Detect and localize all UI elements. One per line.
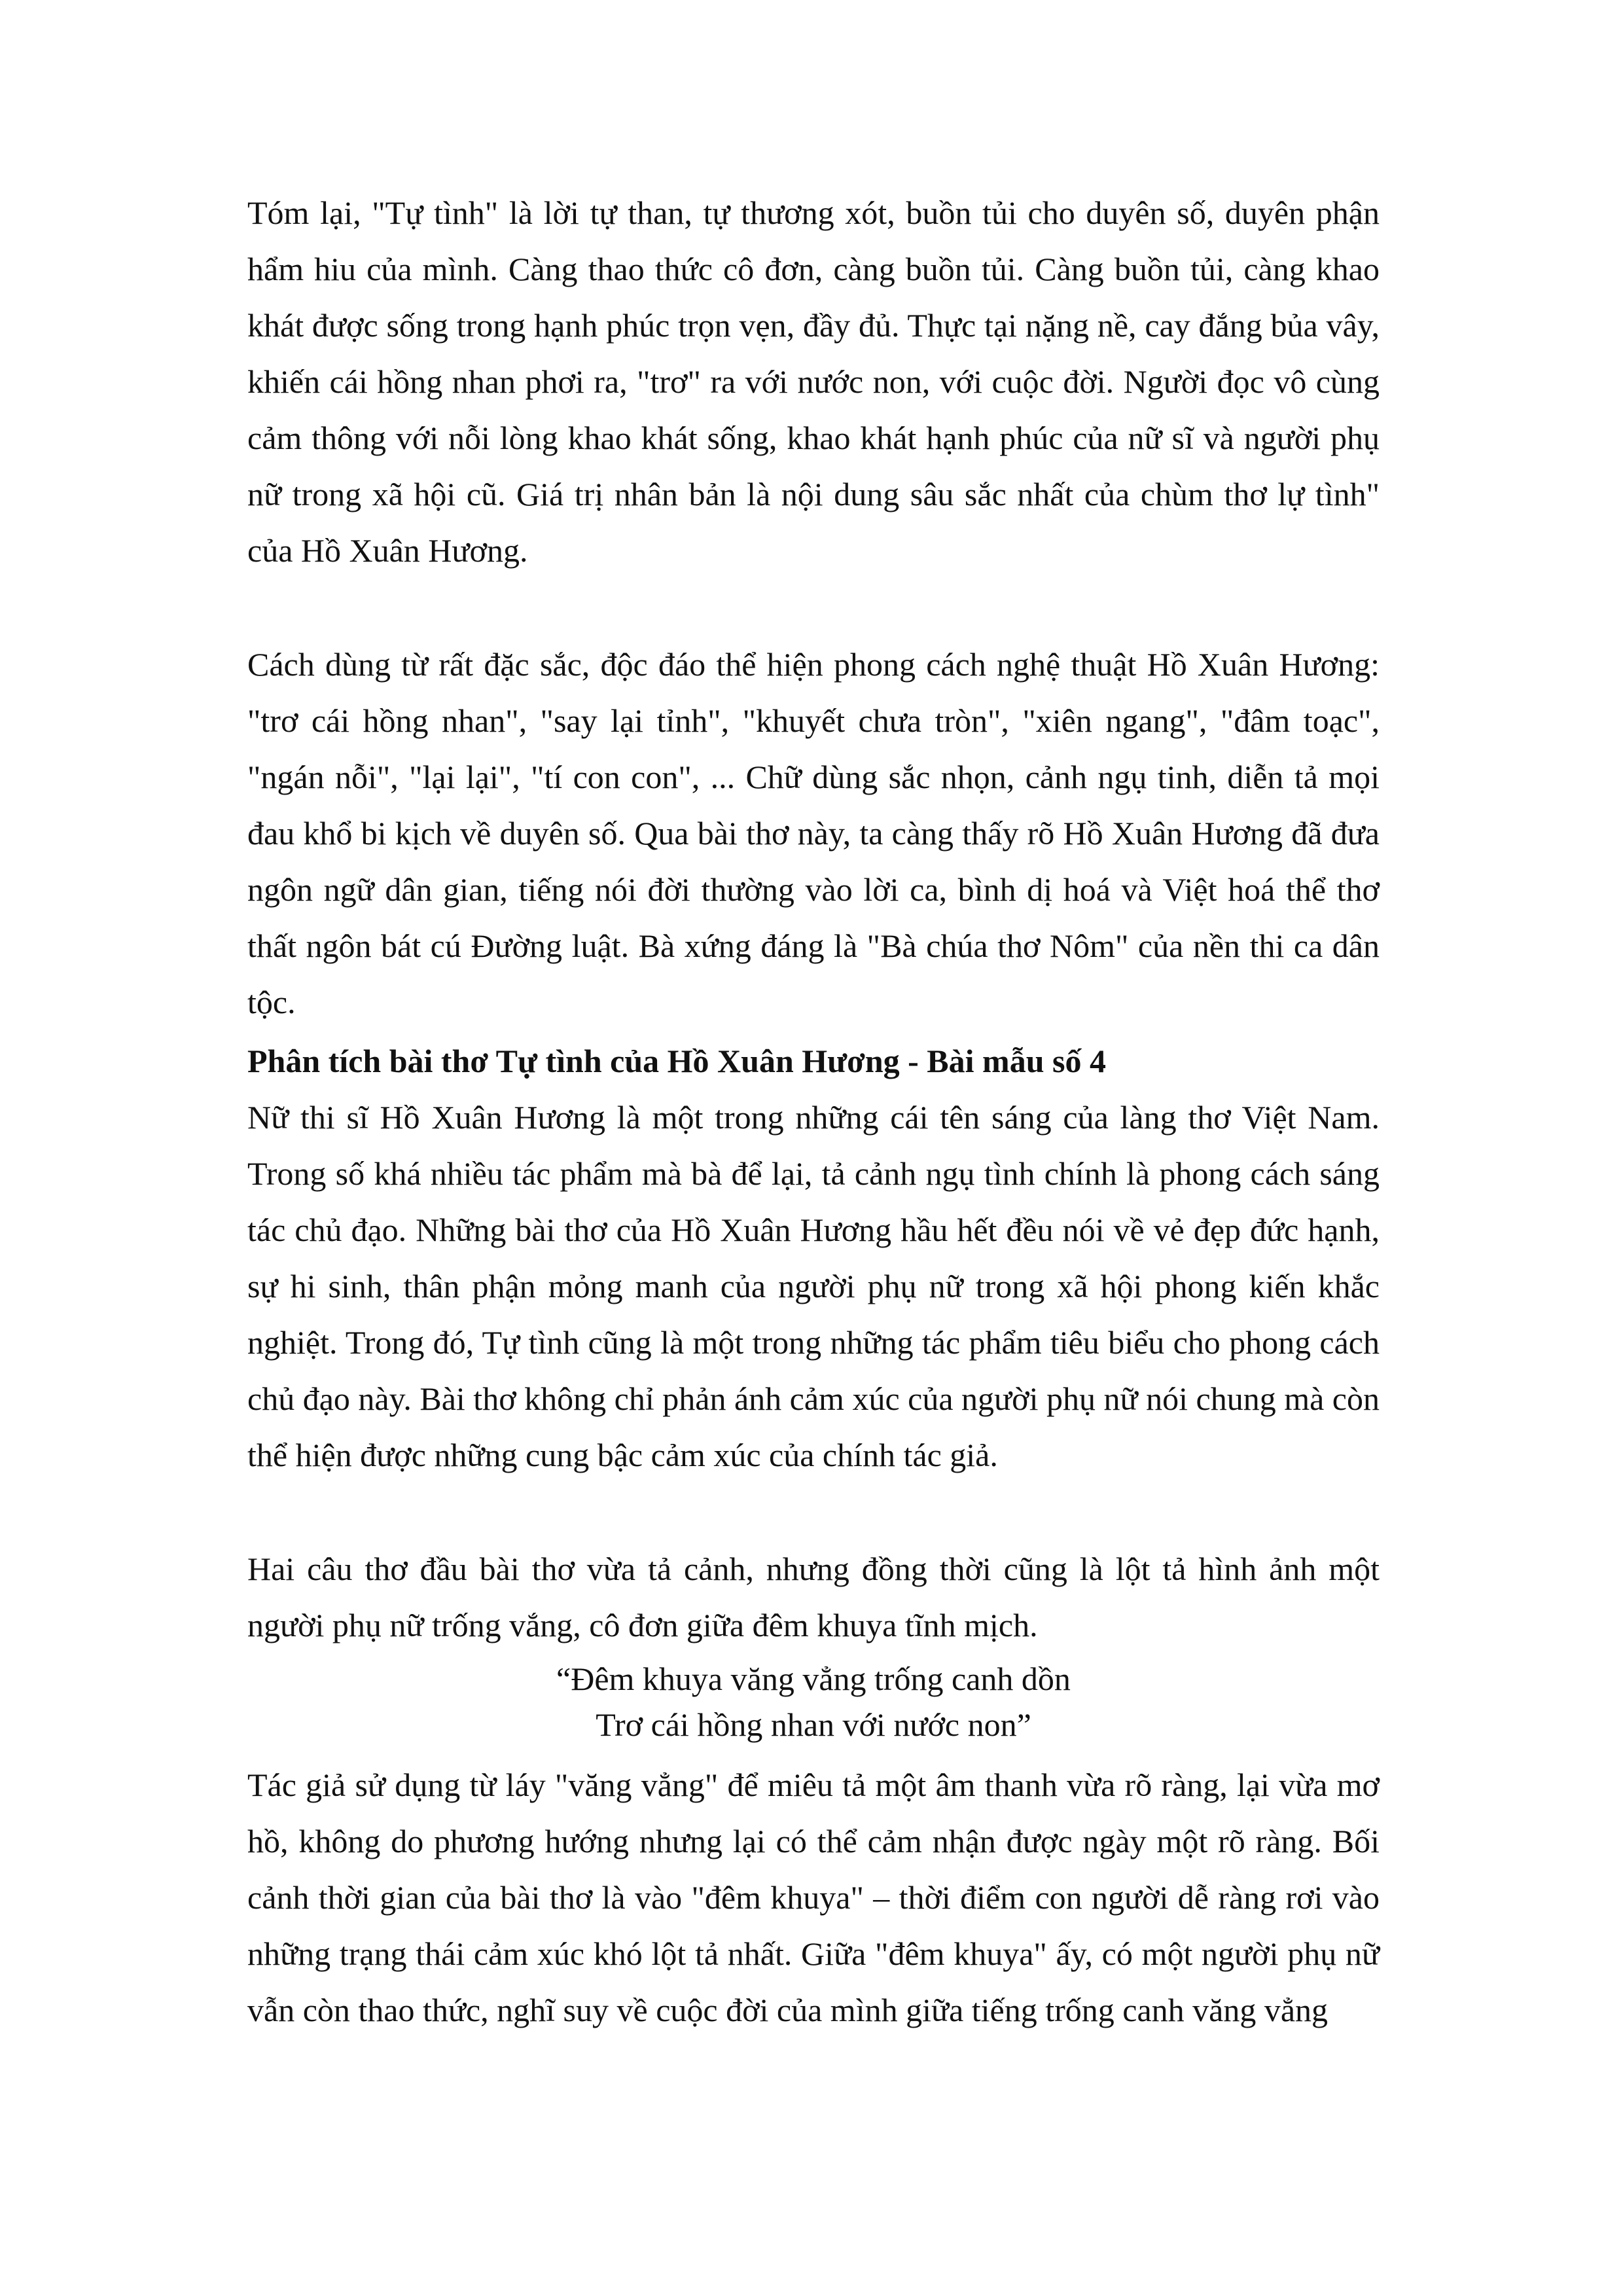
- paragraph-summary: Tóm lại, "Tự tình" là lời tự than, tự thương xót, buồn tủi cho duyên số, duyên phận hẩm hiu của mình. Càng thao thức cô đơn, càng buồn tủi. Càng buồn tủi, càng khao khát được sống trong hạnh phúc trọn vẹn, đầy đủ. Thực tại nặng nề, cay đắng bủa vây, khiến cái hồng nhan phơi ra, "trơ" ra với nước non, với cuộc đời. Người đọc vô cùng cảm thông với nỗi lòng khao khát sống, khao khát hạnh phúc của nữ sĩ và người phụ nữ trong xã hội cũ. Giá trị nhân bản là nội dung sâu sắc nhất của chùm thơ lự tình" của Hồ Xuân Hương.: [247, 194, 1380, 569]
- poem-line-1: “Đêm khuya văng vẳng trống canh dồn: [556, 1660, 1071, 1697]
- paragraph-analysis: Tác giả sử dụng từ láy "văng vẳng" để miêu tả một âm thanh vừa rõ ràng, lại vừa mơ hồ, không do phương hướng nhưng lại có thể cảm nhận được ngày một rõ ràng. Bối cảnh thời gian của bài thơ là vào "đêm khuya" – thời điểm con người dễ ràng rơi vào những trạng thái cảm xúc khó lột tả nhất. Giữa "đêm khuya" ấy, có một người phụ nữ vẫn còn thao thức, nghĩ suy về cuộc đời của mình giữa tiếng trống canh văng vẳng: [247, 1767, 1380, 2028]
- section-heading: Phân tích bài thơ Tự tình của Hồ Xuân Hương - Bài mẫu số 4: [247, 1043, 1106, 1079]
- paragraph-first-couplet: Hai câu thơ đầu bài thơ vừa tả cảnh, nhưng đồng thời cũng là lột tả hình ảnh một người phụ nữ trống vắng, cô đơn giữa đêm khuya tĩnh mịch.: [247, 1551, 1380, 1643]
- document-body: [247, 185, 1380, 2038]
- paragraph-intro: Nữ thi sĩ Hồ Xuân Hương là một trong những cái tên sáng của làng thơ Việt Nam. Trong số khá nhiều tác phẩm mà bà để lại, tả cảnh ngụ tình chính là phong cách sáng tác chủ đạo. Những bài thơ của Hồ Xuân Hương hầu hết đều nói về vẻ đẹp đức hạnh, sự hi sinh, thân phận mỏng manh của người phụ nữ trong xã hội phong kiến khắc nghiệt. Trong đó, Tự tình cũng là một trong những tác phẩm tiêu biểu cho phong cách chủ đạo này. Bài thơ không chỉ phản ánh cảm xúc của người phụ nữ nói chung mà còn thể hiện được những cung bậc cảm xúc của chính tác giả.: [247, 1099, 1380, 1473]
- poem-line-2: Trơ cái hồng nhan với nước non”: [596, 1706, 1031, 1743]
- paragraph-word-choice: Cách dùng từ rất đặc sắc, độc đáo thể hiện phong cách nghệ thuật Hồ Xuân Hương: "trơ cái hồng nhan", "say lại tỉnh", "khuyết chưa tròn", "xiên ngang", "đâm toạc", "ngán nỗi", "lại lại", "tí con con", ... Chữ dùng sắc nhọn, cảnh ngụ tinh, diễn tả mọi đau khổ bi kịch về duyên số. Qua bài thơ này, ta càng thấy rõ Hồ Xuân Hương đã đưa ngôn ngữ dân gian, tiếng nói đời thường vào lời ca, bình dị hoá và Việt hoá thể thơ thất ngôn bát cú Đường luật. Bà xứng đáng là "Bà chúa thơ Nôm" của nền thi ca dân tộc.: [247, 646, 1380, 1020]
- poem-excerpt: [247, 1656, 1380, 1748]
